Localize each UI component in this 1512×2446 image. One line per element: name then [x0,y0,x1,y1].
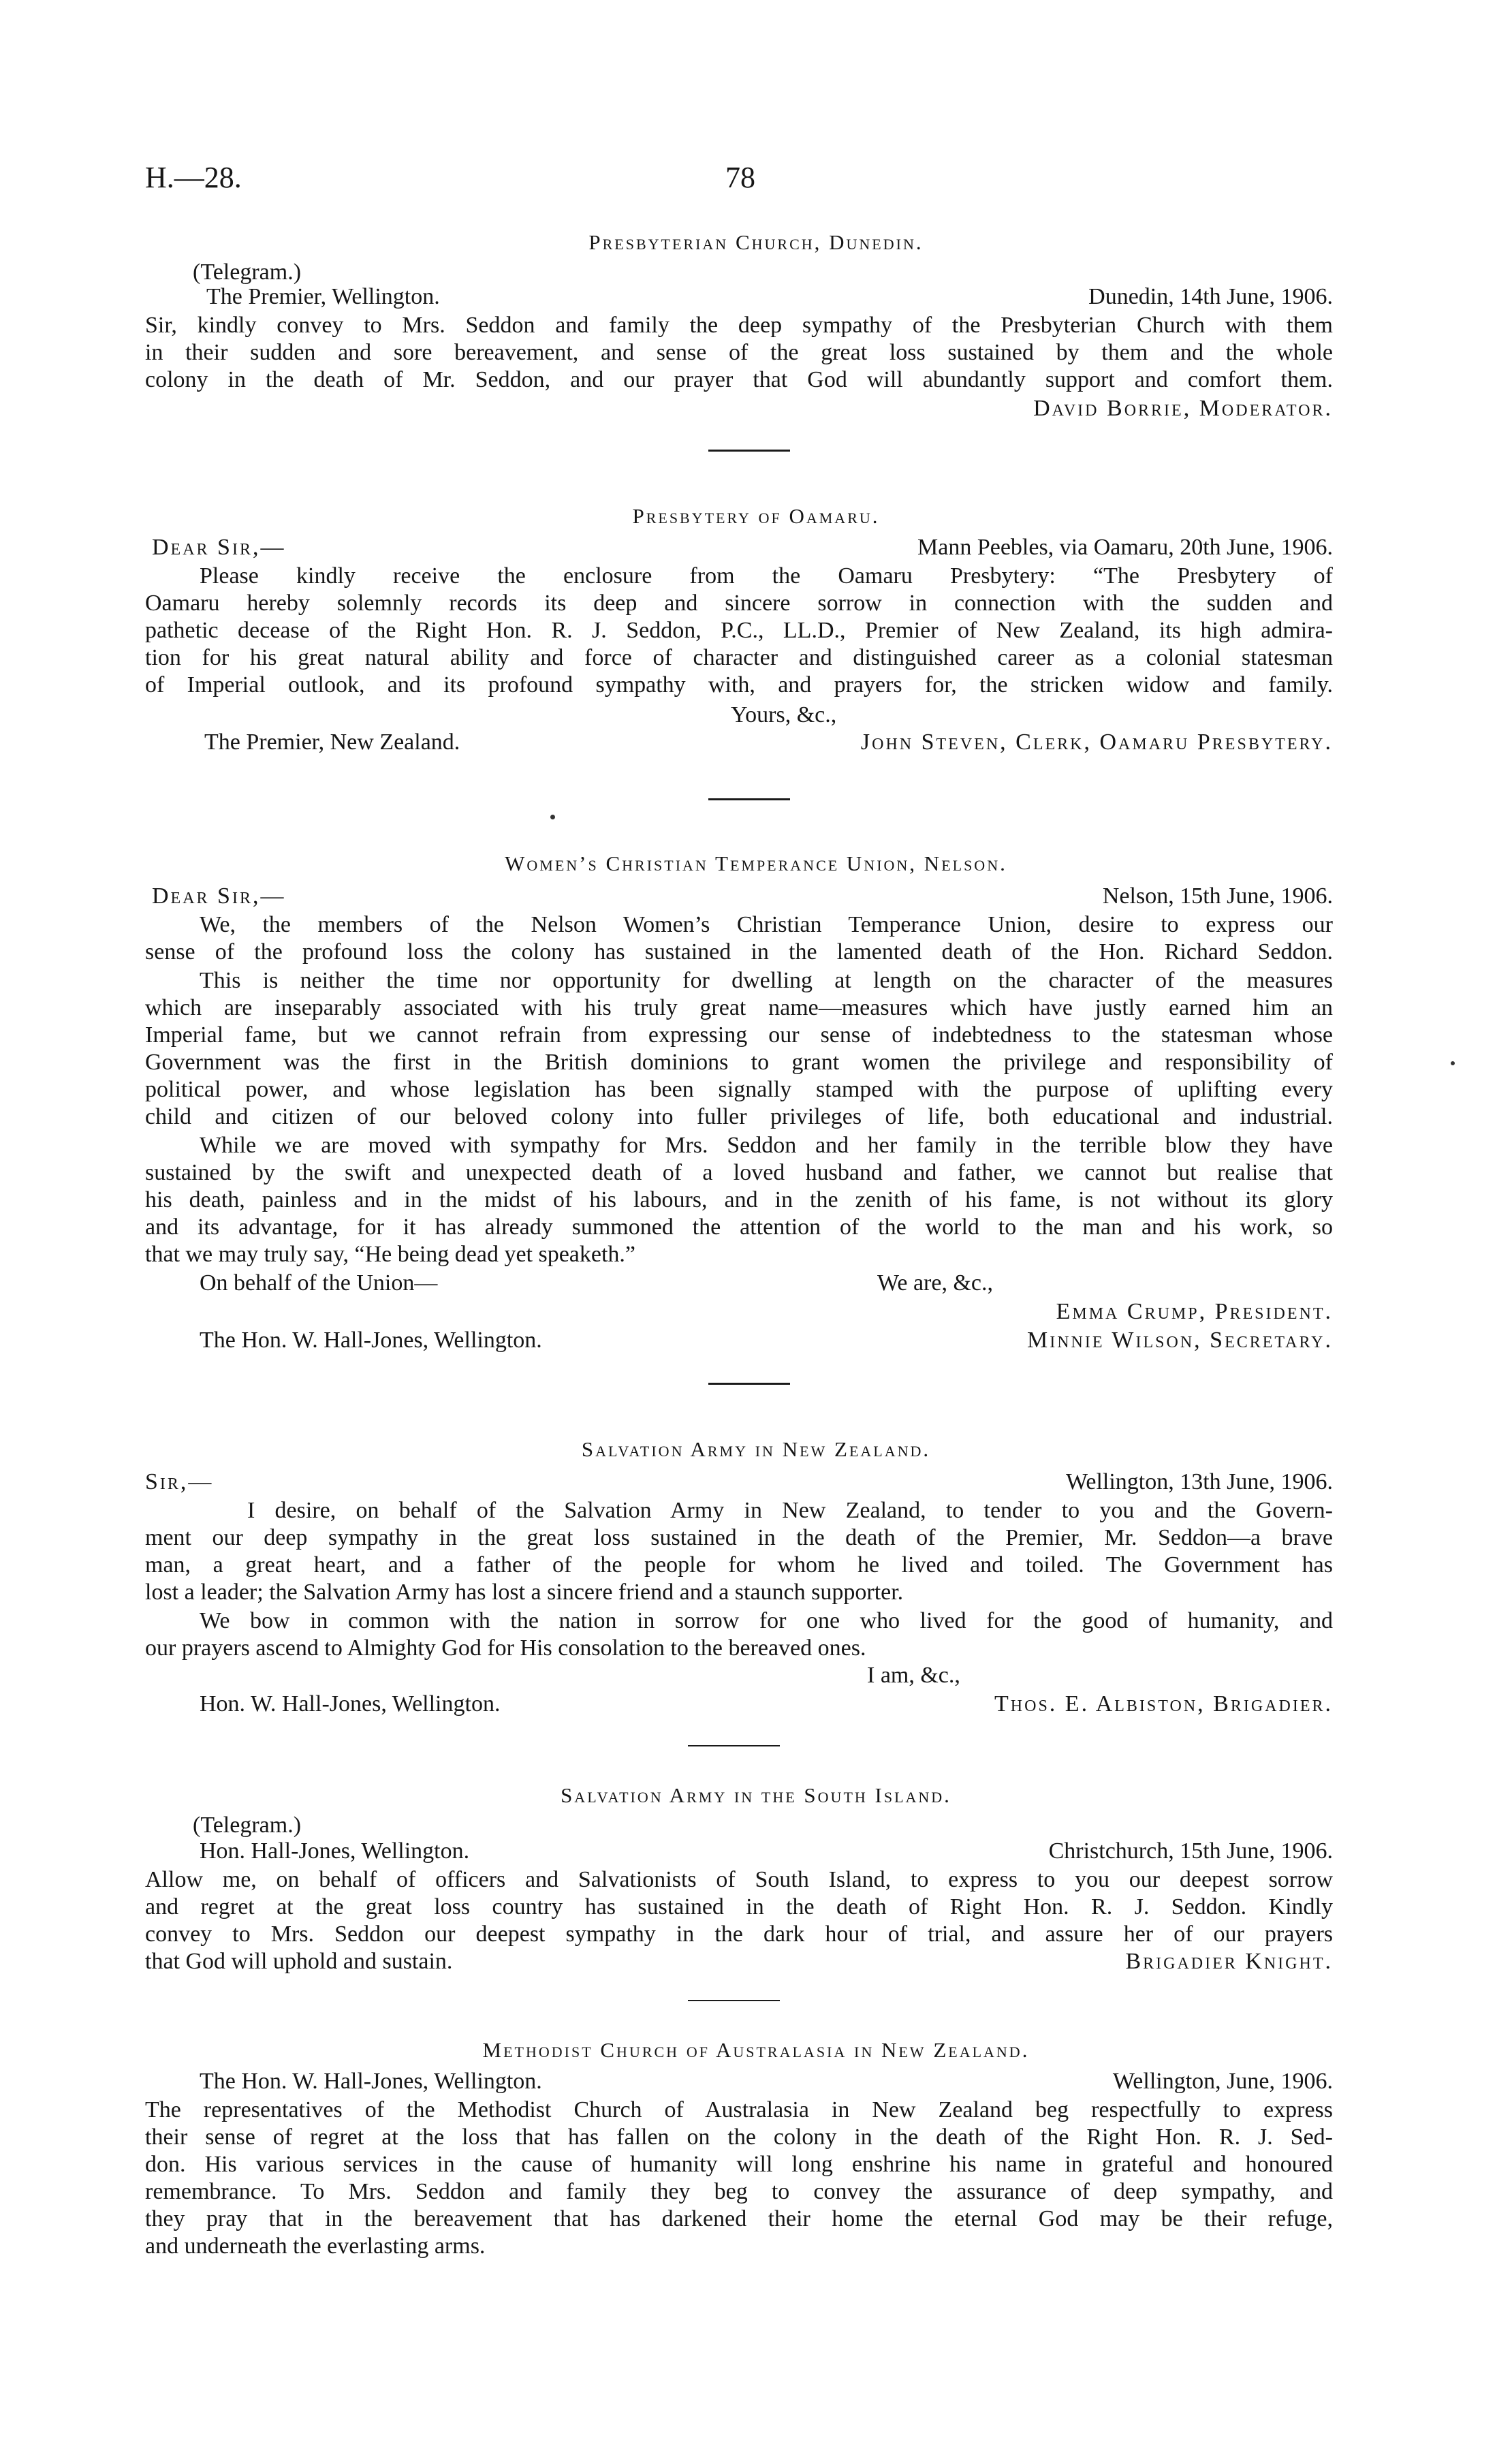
body-line: colony in the death of Mr. Seddon, and our prayer that God will abundantly support and comfort them. [145,367,1333,392]
section-divider [708,798,790,800]
salutation: Sir,— [145,1469,214,1494]
closing: I am, &c., [867,1663,960,1688]
signature: Thos. E. Albiston, Brigadier. [994,1691,1333,1716]
section-divider [688,1745,780,1746]
body-line: of Imperial outlook, and its profound sympathy with, and prayers for, the stricken widow and family. [145,672,1333,697]
body-line: remembrance. To Mrs. Seddon and family they beg to convey the assurance of deep sympathy, and [145,2179,1333,2204]
section-divider [688,2000,780,2001]
place-date: Dunedin, 14th June, 1906. [1088,284,1333,309]
section-heading-salvation-army-nz: Salvation Army in New Zealand. [581,1437,931,1461]
body-line: and its advantage, for it has already summoned the attention of the world to the man and his work, so [145,1214,1333,1240]
salutation: Dear Sir,— [152,883,286,909]
body-line: sustained by the swift and unexpected death of a loved husband and father, we cannot but realise that [145,1160,1333,1185]
place-date: Christchurch, 15th June, 1906. [1048,1838,1333,1864]
on-behalf: On behalf of the Union— [200,1270,438,1296]
body-line: We, the members of the Nelson Women’s Christian Temperance Union, desire to express our [200,912,1333,937]
place-date: Wellington, 13th June, 1906. [1065,1469,1333,1494]
section-divider [708,450,790,452]
print-speck [1451,1061,1455,1065]
body-line: Sir, kindly convey to Mrs. Seddon and family the deep sympathy of the Presbyterian Church with them [145,313,1333,338]
body-line: and underneath the everlasting arms. [145,2233,486,2259]
body-line: in their sudden and sore bereavement, and sense of the great loss sustained by them and the whole [145,340,1333,365]
section-heading-presbytery-oamaru: Presbytery of Oamaru. [632,504,880,528]
place-date: Wellington, June, 1906. [1112,2069,1333,2094]
section-heading-wctu-nelson: Women’s Christian Temperance Union, Nelson. [505,851,1007,875]
body-line: sense of the profound loss the colony has sustained in the lamented death of the Hon. Richard Seddon. [145,939,1333,965]
section-divider [708,1383,790,1385]
page-reference: H.—28. [145,161,242,194]
closing: We are, &c., [877,1270,993,1296]
body-line: they pray that in the bereavement that has darkened their home the eternal God may be their refuge, [145,2206,1333,2231]
body-line: his death, painless and in the midst of his labours, and in the zenith of his fame, is not without its glory [145,1187,1333,1212]
signature: David Borrie, Moderator. [1033,396,1333,421]
body-line: Allow me, on behalf of officers and Salvationists of South Island, to express to you our deepest sorrow [145,1867,1333,1892]
body-line: tion for his great natural ability and force of character and distinguished career as a colonial statesman [145,645,1333,670]
body-line: child and citizen of our beloved colony into fuller privileges of life, both educational and industrial. [145,1104,1333,1129]
body-line: Oamaru hereby solemnly records its deep and sincere sorrow in connection with the sudden and [145,591,1333,616]
place-date: Mann Peebles, via Oamaru, 20th June, 1906. [917,535,1333,560]
body-line: and regret at the great loss country has sustained in the death of Right Hon. R. J. Seddon. Kindly [145,1894,1333,1919]
addressee: The Premier, Wellington. [206,284,440,309]
body-line: political power, and whose legislation has been signally stamped with the purpose of uplifting every [145,1077,1333,1102]
signature: Emma Crump, President. [1056,1299,1333,1324]
signature: Brigadier Knight. [1125,1949,1333,1974]
body-line: Please kindly receive the enclosure from the Oamaru Presbytery: “The Presbytery of [200,563,1333,589]
body-line: ment our deep sympathy in the great loss sustained in the death of the Premier, Mr. Seddon—a brave [145,1525,1333,1550]
body-line: This is neither the time nor opportunity for dwelling at length on the character of the measures [200,968,1333,993]
print-speck [550,815,555,819]
signature: John Steven, Clerk, Oamaru Presbytery. [860,730,1333,755]
body-line: Government was the first in the British dominions to grant women the privilege and responsibility of [145,1050,1333,1075]
salutation: Dear Sir,— [152,535,286,560]
body-line: We bow in common with the nation in sorrow for one who lived for the good of humanity, and [200,1608,1333,1633]
section-heading-salvation-army-south-island: Salvation Army in the South Island. [561,1783,951,1807]
body-line: lost a leader; the Salvation Army has lost a sincere friend and a staunch supporter. [145,1580,904,1605]
addressee: The Hon. W. Hall-Jones, Wellington. [200,2069,542,2094]
body-line: their sense of regret at the loss that has fallen on the colony in the death of the Right Hon. R. J. Sed- [145,2124,1333,2150]
body-line: that God will uphold and sustain. [145,1949,453,1974]
closing: Yours, &c., [731,702,837,727]
body-line: which are inseparably associated with his truly great name—measures which have justly earned him an [145,995,1333,1020]
addressee: The Premier, New Zealand. [204,730,460,755]
body-line: While we are moved with sympathy for Mrs. Seddon and her family in the terrible blow they have [200,1133,1333,1158]
section-heading-methodist-church: Methodist Church of Australasia in New Zealand. [482,2038,1030,2062]
body-line: convey to Mrs. Seddon our deepest sympathy in the dark hour of trial, and assure her of our prayers [145,1922,1333,1947]
place-date: Nelson, 15th June, 1906. [1102,883,1333,909]
signature: Minnie Wilson, Secretary. [1026,1328,1333,1353]
addressee: Hon. Hall-Jones, Wellington. [200,1838,470,1864]
body-line: our prayers ascend to Almighty God for His consolation to the bereaved ones. [145,1635,866,1661]
telegram-label: (Telegram.) [193,1813,302,1838]
addressee: The Hon. W. Hall-Jones, Wellington. [200,1328,542,1353]
body-line: pathetic decease of the Right Hon. R. J. Seddon, P.C., LL.D., Premier of New Zealand, its high admira- [145,618,1333,643]
telegram-label: (Telegram.) [193,260,302,285]
body-line: don. His various services in the cause of humanity will long enshrine his name in grateful and honoured [145,2152,1333,2177]
addressee: Hon. W. Hall-Jones, Wellington. [200,1691,501,1716]
section-heading-presbyterian-dunedin: Presbyterian Church, Dunedin. [588,230,924,254]
body-line: that we may truly say, “He being dead yet speaketh.” [145,1242,636,1267]
body-line: The representatives of the Methodist Church of Australasia in New Zealand beg respectfully to express [145,2097,1333,2122]
body-line: Imperial fame, but we cannot refrain from expressing our sense of indebtedness to the statesman whose [145,1022,1333,1048]
body-line: man, a great heart, and a father of the people for whom he lived and toiled. The Government has [145,1552,1333,1578]
body-line: I desire, on behalf of the Salvation Army in New Zealand, to tender to you and the Govern- [247,1498,1333,1523]
page-number: 78 [725,161,755,194]
